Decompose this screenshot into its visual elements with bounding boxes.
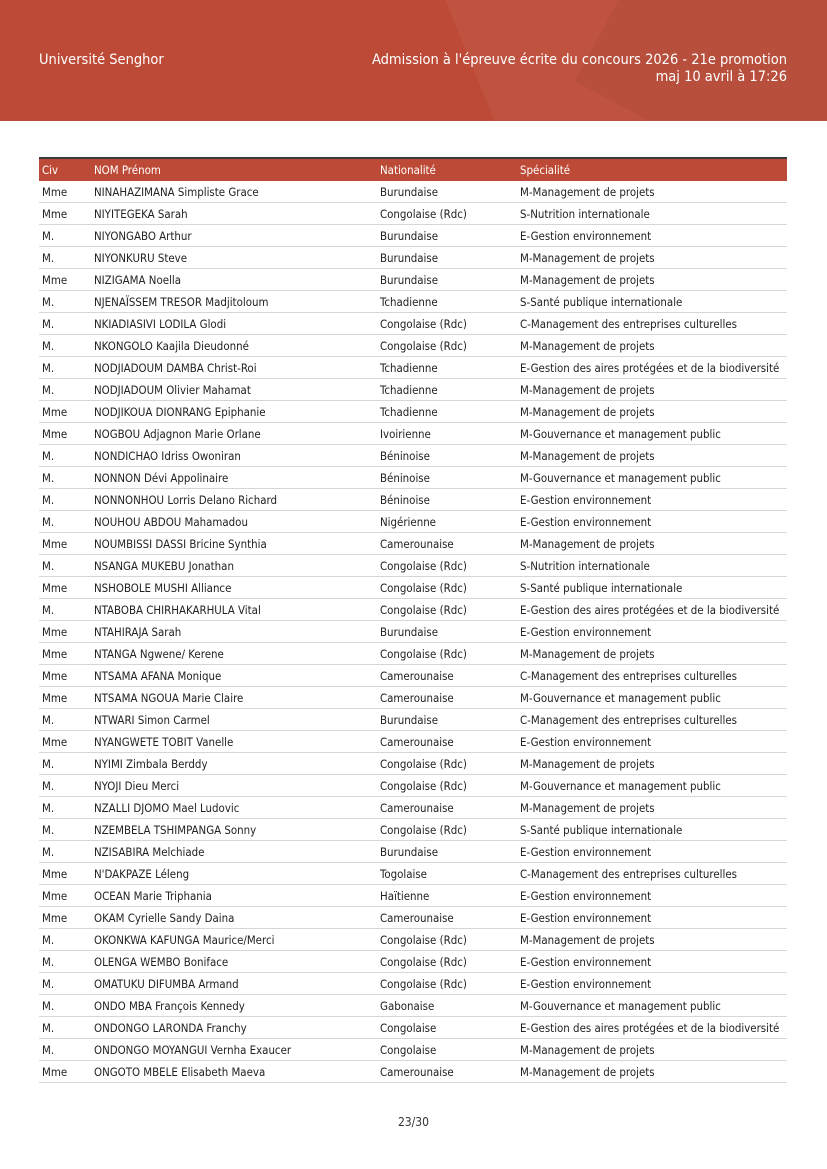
table-row bbox=[39, 775, 787, 797]
specialty-cell: M-Management de projets bbox=[517, 335, 787, 357]
table-row bbox=[39, 379, 787, 401]
specialty-cell: C-Management des entreprises culturelles bbox=[517, 863, 787, 885]
civility-cell: Mme bbox=[39, 907, 91, 929]
civility-cell: M. bbox=[39, 775, 91, 797]
name-cell: NSHOBOLE MUSHI Alliance bbox=[91, 577, 377, 599]
table-row bbox=[39, 247, 787, 269]
specialty-cell: M-Management de projets bbox=[517, 1061, 787, 1083]
table-row bbox=[39, 885, 787, 907]
table-body bbox=[39, 181, 787, 1083]
civility-cell: Mme bbox=[39, 577, 91, 599]
specialty-cell: C-Management des entreprises culturelles bbox=[517, 709, 787, 731]
civility-cell: M. bbox=[39, 709, 91, 731]
table-row bbox=[39, 1039, 787, 1061]
table-row bbox=[39, 181, 787, 203]
specialty-cell: M-Management de projets bbox=[517, 1039, 787, 1061]
table-header bbox=[39, 158, 787, 181]
specialty-cell: E-Gestion des aires protégées et de la biodiversité bbox=[517, 599, 787, 621]
civility-cell: M. bbox=[39, 797, 91, 819]
name-cell: NYANGWETE TOBIT Vanelle bbox=[91, 731, 377, 753]
specialty-cell: E-Gestion environnement bbox=[517, 621, 787, 643]
specialty-cell: M-Gouvernance et management public bbox=[517, 467, 787, 489]
table-row bbox=[39, 841, 787, 863]
nationality-cell: Haïtienne bbox=[377, 885, 517, 907]
name-cell: NIYONGABO Arthur bbox=[91, 225, 377, 247]
name-cell: NZALLI DJOMO Mael Ludovic bbox=[91, 797, 377, 819]
nationality-cell: Congolaise (Rdc) bbox=[377, 335, 517, 357]
name-cell: NYIMI Zimbala Berddy bbox=[91, 753, 377, 775]
name-cell: NODJIADOUM Olivier Mahamat bbox=[91, 379, 377, 401]
nationality-cell: Congolaise (Rdc) bbox=[377, 775, 517, 797]
civility-cell: Mme bbox=[39, 665, 91, 687]
table-row bbox=[39, 577, 787, 599]
name-cell: NKONGOLO Kaajila Dieudonné bbox=[91, 335, 377, 357]
specialty-cell: E-Gestion environnement bbox=[517, 973, 787, 995]
civility-cell: Mme bbox=[39, 885, 91, 907]
civility-cell: M. bbox=[39, 973, 91, 995]
nationality-cell: Camerounaise bbox=[377, 1061, 517, 1083]
table-row bbox=[39, 555, 787, 577]
name-cell: NTANGA Ngwene/ Kerene bbox=[91, 643, 377, 665]
civility-cell: M. bbox=[39, 379, 91, 401]
nationality-cell: Congolaise bbox=[377, 1039, 517, 1061]
name-cell: NONDICHAO Idriss Owoniran bbox=[91, 445, 377, 467]
nationality-cell: Congolaise (Rdc) bbox=[377, 313, 517, 335]
nationality-cell: Béninoise bbox=[377, 445, 517, 467]
document-title: Admission à l'épreuve écrite du concours 2026 - 21e promotion bbox=[371, 52, 787, 68]
specialty-cell: M-Gouvernance et management public bbox=[517, 687, 787, 709]
nationality-cell: Camerounaise bbox=[377, 687, 517, 709]
nationality-cell: Congolaise (Rdc) bbox=[377, 555, 517, 577]
nationality-cell: Camerounaise bbox=[377, 731, 517, 753]
table-row bbox=[39, 467, 787, 489]
name-cell: ONDO MBA François Kennedy bbox=[91, 995, 377, 1017]
header-row bbox=[39, 158, 787, 181]
name-cell: OMATUKU DIFUMBA Armand bbox=[91, 973, 377, 995]
table-row bbox=[39, 621, 787, 643]
name-cell: NZEMBELA TSHIMPANGA Sonny bbox=[91, 819, 377, 841]
nationality-cell: Congolaise (Rdc) bbox=[377, 951, 517, 973]
name-cell: NIYITEGEKA Sarah bbox=[91, 203, 377, 225]
table-row bbox=[39, 665, 787, 687]
civility-cell: M. bbox=[39, 995, 91, 1017]
table-row bbox=[39, 863, 787, 885]
name-cell: ONGOTO MBELE Elisabeth Maeva bbox=[91, 1061, 377, 1083]
specialty-cell: S-Santé publique internationale bbox=[517, 291, 787, 313]
column-header-nationality: Nationalité bbox=[377, 158, 517, 181]
specialty-cell: M-Management de projets bbox=[517, 797, 787, 819]
name-cell: NODJIKOUA DIONRANG Epiphanie bbox=[91, 401, 377, 423]
page-header bbox=[0, 0, 827, 121]
table-row bbox=[39, 819, 787, 841]
nationality-cell: Béninoise bbox=[377, 489, 517, 511]
table-row bbox=[39, 335, 787, 357]
nationality-cell: Ivoirienne bbox=[377, 423, 517, 445]
civility-cell: M. bbox=[39, 357, 91, 379]
civility-cell: M. bbox=[39, 819, 91, 841]
civility-cell: Mme bbox=[39, 687, 91, 709]
specialty-cell: E-Gestion environnement bbox=[517, 511, 787, 533]
name-cell: NOUHOU ABDOU Mahamadou bbox=[91, 511, 377, 533]
civility-cell: M. bbox=[39, 1017, 91, 1039]
specialty-cell: M-Management de projets bbox=[517, 643, 787, 665]
nationality-cell: Congolaise bbox=[377, 1017, 517, 1039]
specialty-cell: S-Nutrition internationale bbox=[517, 555, 787, 577]
column-header-specialty: Spécialité bbox=[517, 158, 787, 181]
nationality-cell: Congolaise (Rdc) bbox=[377, 929, 517, 951]
civility-cell: Mme bbox=[39, 423, 91, 445]
name-cell: NTWARI Simon Carmel bbox=[91, 709, 377, 731]
civility-cell: M. bbox=[39, 511, 91, 533]
name-cell: NTSAMA NGOUA Marie Claire bbox=[91, 687, 377, 709]
nationality-cell: Burundaise bbox=[377, 841, 517, 863]
column-header-name: NOM Prénom bbox=[91, 158, 377, 181]
specialty-cell: M-Management de projets bbox=[517, 269, 787, 291]
civility-cell: M. bbox=[39, 467, 91, 489]
civility-cell: Mme bbox=[39, 731, 91, 753]
name-cell: NIYONKURU Steve bbox=[91, 247, 377, 269]
table-row bbox=[39, 203, 787, 225]
nationality-cell: Burundaise bbox=[377, 225, 517, 247]
table-row bbox=[39, 797, 787, 819]
table-row bbox=[39, 423, 787, 445]
specialty-cell: E-Gestion des aires protégées et de la biodiversité bbox=[517, 1017, 787, 1039]
civility-cell: Mme bbox=[39, 533, 91, 555]
nationality-cell: Congolaise (Rdc) bbox=[377, 577, 517, 599]
name-cell: NOUMBISSI DASSI Bricine Synthia bbox=[91, 533, 377, 555]
specialty-cell: E-Gestion des aires protégées et de la biodiversité bbox=[517, 357, 787, 379]
specialty-cell: M-Management de projets bbox=[517, 401, 787, 423]
name-cell: NTABOBA CHIRHAKARHULA Vital bbox=[91, 599, 377, 621]
civility-cell: M. bbox=[39, 555, 91, 577]
nationality-cell: Tchadienne bbox=[377, 357, 517, 379]
table-row bbox=[39, 995, 787, 1017]
nationality-cell: Burundaise bbox=[377, 181, 517, 203]
name-cell: ONDONGO MOYANGUI Vernha Exaucer bbox=[91, 1039, 377, 1061]
table-row bbox=[39, 511, 787, 533]
name-cell: NTAHIRAJA Sarah bbox=[91, 621, 377, 643]
nationality-cell: Burundaise bbox=[377, 247, 517, 269]
name-cell: NONNON Dévi Appolinaire bbox=[91, 467, 377, 489]
civility-cell: Mme bbox=[39, 643, 91, 665]
table-row bbox=[39, 533, 787, 555]
name-cell: NKIADIASIVI LODILA Glodi bbox=[91, 313, 377, 335]
specialty-cell: M-Gouvernance et management public bbox=[517, 995, 787, 1017]
civility-cell: M. bbox=[39, 489, 91, 511]
specialty-cell: M-Management de projets bbox=[517, 181, 787, 203]
nationality-cell: Congolaise (Rdc) bbox=[377, 599, 517, 621]
specialty-cell: M-Management de projets bbox=[517, 247, 787, 269]
nationality-cell: Tchadienne bbox=[377, 291, 517, 313]
name-cell: OCEAN Marie Triphania bbox=[91, 885, 377, 907]
civility-cell: M. bbox=[39, 951, 91, 973]
column-header-civ: Civ bbox=[39, 158, 91, 181]
organization-name: Université Senghor bbox=[39, 52, 164, 68]
specialty-cell: M-Gouvernance et management public bbox=[517, 423, 787, 445]
table-row bbox=[39, 313, 787, 335]
nationality-cell: Togolaise bbox=[377, 863, 517, 885]
name-cell: NZISABIRA Melchiade bbox=[91, 841, 377, 863]
name-cell: NYOJI Dieu Merci bbox=[91, 775, 377, 797]
name-cell: NJENAÏSSEM TRESOR Madjitoloum bbox=[91, 291, 377, 313]
specialty-cell: M-Management de projets bbox=[517, 533, 787, 555]
specialty-cell: C-Management des entreprises culturelles bbox=[517, 665, 787, 687]
nationality-cell: Béninoise bbox=[377, 467, 517, 489]
nationality-cell: Tchadienne bbox=[377, 401, 517, 423]
name-cell: NODJIADOUM DAMBA Christ-Roi bbox=[91, 357, 377, 379]
nationality-cell: Congolaise (Rdc) bbox=[377, 753, 517, 775]
nationality-cell: Nigérienne bbox=[377, 511, 517, 533]
name-cell: N'DAKPAZE Léleng bbox=[91, 863, 377, 885]
civility-cell: M. bbox=[39, 313, 91, 335]
specialty-cell: E-Gestion environnement bbox=[517, 489, 787, 511]
nationality-cell: Gabonaise bbox=[377, 995, 517, 1017]
candidates-table bbox=[39, 157, 787, 1083]
table-row bbox=[39, 929, 787, 951]
nationality-cell: Burundaise bbox=[377, 269, 517, 291]
specialty-cell: S-Nutrition internationale bbox=[517, 203, 787, 225]
nationality-cell: Camerounaise bbox=[377, 907, 517, 929]
table-row bbox=[39, 709, 787, 731]
page-number: 23/30 bbox=[397, 1115, 430, 1129]
specialty-cell: E-Gestion environnement bbox=[517, 907, 787, 929]
nationality-cell: Camerounaise bbox=[377, 797, 517, 819]
table-row bbox=[39, 225, 787, 247]
name-cell: NOGBOU Adjagnon Marie Orlane bbox=[91, 423, 377, 445]
civility-cell: M. bbox=[39, 1039, 91, 1061]
specialty-cell: E-Gestion environnement bbox=[517, 951, 787, 973]
name-cell: ONDONGO LARONDA Franchy bbox=[91, 1017, 377, 1039]
update-timestamp: maj 10 avril à 17:26 bbox=[655, 69, 787, 85]
civility-cell: M. bbox=[39, 599, 91, 621]
nationality-cell: Congolaise (Rdc) bbox=[377, 203, 517, 225]
civility-cell: M. bbox=[39, 291, 91, 313]
table-row bbox=[39, 753, 787, 775]
table-row bbox=[39, 907, 787, 929]
table-row bbox=[39, 951, 787, 973]
civility-cell: Mme bbox=[39, 203, 91, 225]
nationality-cell: Burundaise bbox=[377, 709, 517, 731]
specialty-cell: M-Management de projets bbox=[517, 445, 787, 467]
table-row bbox=[39, 291, 787, 313]
name-cell: OKAM Cyrielle Sandy Daina bbox=[91, 907, 377, 929]
specialty-cell: M-Gouvernance et management public bbox=[517, 775, 787, 797]
civility-cell: M. bbox=[39, 841, 91, 863]
civility-cell: M. bbox=[39, 335, 91, 357]
specialty-cell: M-Management de projets bbox=[517, 379, 787, 401]
specialty-cell: E-Gestion environnement bbox=[517, 225, 787, 247]
table-row bbox=[39, 973, 787, 995]
table-row bbox=[39, 731, 787, 753]
table-row bbox=[39, 401, 787, 423]
nationality-cell: Congolaise (Rdc) bbox=[377, 643, 517, 665]
table-row bbox=[39, 445, 787, 467]
civility-cell: Mme bbox=[39, 181, 91, 203]
name-cell: NONNONHOU Lorris Delano Richard bbox=[91, 489, 377, 511]
table-row bbox=[39, 643, 787, 665]
specialty-cell: S-Santé publique internationale bbox=[517, 819, 787, 841]
specialty-cell: S-Santé publique internationale bbox=[517, 577, 787, 599]
name-cell: OLENGA WEMBO Boniface bbox=[91, 951, 377, 973]
name-cell: NTSAMA AFANA Monique bbox=[91, 665, 377, 687]
civility-cell: Mme bbox=[39, 401, 91, 423]
civility-cell: Mme bbox=[39, 269, 91, 291]
name-cell: NSANGA MUKEBU Jonathan bbox=[91, 555, 377, 577]
table-row bbox=[39, 599, 787, 621]
nationality-cell: Congolaise (Rdc) bbox=[377, 819, 517, 841]
name-cell: NIZIGAMA Noella bbox=[91, 269, 377, 291]
table-row bbox=[39, 687, 787, 709]
civility-cell: Mme bbox=[39, 863, 91, 885]
name-cell: NINAHAZIMANA Simpliste Grace bbox=[91, 181, 377, 203]
civility-cell: M. bbox=[39, 753, 91, 775]
specialty-cell: E-Gestion environnement bbox=[517, 885, 787, 907]
nationality-cell: Congolaise (Rdc) bbox=[377, 973, 517, 995]
specialty-cell: C-Management des entreprises culturelles bbox=[517, 313, 787, 335]
nationality-cell: Camerounaise bbox=[377, 665, 517, 687]
name-cell: OKONKWA KAFUNGA Maurice/Merci bbox=[91, 929, 377, 951]
civility-cell: M. bbox=[39, 225, 91, 247]
civility-cell: M. bbox=[39, 929, 91, 951]
nationality-cell: Camerounaise bbox=[377, 533, 517, 555]
specialty-cell: E-Gestion environnement bbox=[517, 731, 787, 753]
nationality-cell: Burundaise bbox=[377, 621, 517, 643]
table-row bbox=[39, 357, 787, 379]
civility-cell: M. bbox=[39, 445, 91, 467]
civility-cell: Mme bbox=[39, 1061, 91, 1083]
table-row bbox=[39, 269, 787, 291]
civility-cell: Mme bbox=[39, 621, 91, 643]
table-row bbox=[39, 1017, 787, 1039]
nationality-cell: Tchadienne bbox=[377, 379, 517, 401]
specialty-cell: E-Gestion environnement bbox=[517, 841, 787, 863]
table-row bbox=[39, 1061, 787, 1083]
table-row bbox=[39, 489, 787, 511]
document-title-block bbox=[372, 52, 787, 86]
specialty-cell: M-Management de projets bbox=[517, 929, 787, 951]
civility-cell: M. bbox=[39, 247, 91, 269]
specialty-cell: M-Management de projets bbox=[517, 753, 787, 775]
